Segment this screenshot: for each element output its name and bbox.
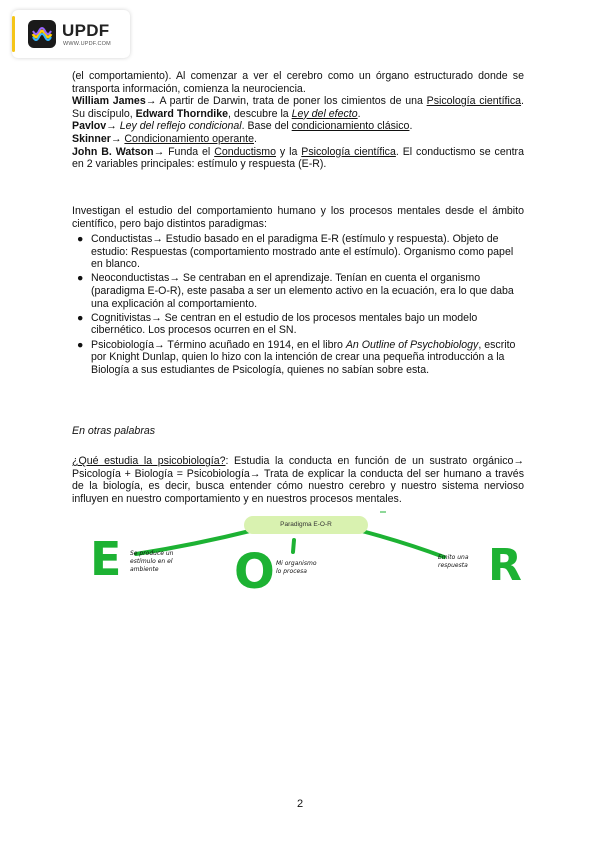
skinner-name: Skinner [72, 132, 111, 145]
paradigms-list [72, 233, 524, 378]
list-item-psicobiologia [72, 339, 524, 377]
letter-e: E [90, 532, 122, 586]
bullet-title: Cognitivistas [91, 311, 152, 324]
watson-text1: Funda el [164, 145, 215, 158]
list-item-cognitivistas [72, 312, 524, 337]
watson-psicologia-link: Psicología científica [301, 145, 396, 158]
letter-r: R [488, 540, 522, 591]
book-title: An Outline of Psychobiology [345, 338, 479, 351]
watson-arrow: → [153, 145, 165, 158]
james-end: . [357, 107, 361, 120]
r-note: Emito una respuesta [438, 554, 469, 569]
pavlov-end: . [409, 120, 413, 133]
skinner-arrow: → [110, 132, 125, 145]
james-arrow: → [145, 95, 157, 108]
bullet-text2: , escrito por Knight Dunlap, quien lo hizo con la intención de crear una pequeña introducción a la Biología a sus estudiantes de Psicología, quienes no sabían sobre esta. [91, 338, 516, 376]
bullet-arrow: → [169, 272, 183, 285]
pavlov-paragraph [72, 120, 524, 133]
james-text2: . Su discípulo, [72, 95, 524, 120]
watson-text2: y la [276, 145, 302, 158]
bullet-arrow: → [154, 338, 168, 351]
pavlov-text1: . Base del [241, 120, 292, 133]
list-item-neoconductistas [72, 272, 524, 310]
page-number: 2 [296, 798, 304, 810]
bullet-text: Se centraban en el aprendizaje. Tenían en cuenta el organismo (paradigma E-O-R), este pasaba a ser un elemento activo en la ecuación, era lo que daba una explicación al comportamiento. [91, 272, 514, 310]
pavlov-law: Ley del reflejo condicional [119, 120, 242, 133]
bullet-arrow: → [152, 233, 166, 245]
bullet-text: Estudio basado en el paradigma E-R (estímulo y respuesta). Objeto de estudio: Respuestas (comportamiento mostrado ante el estímulo). Organismo como papel en blanco. [91, 233, 514, 271]
watson-paragraph [72, 146, 524, 171]
watson-text3: . El conductismo se centra en 2 variables principales: estímulo y respuesta (E-R). [72, 145, 524, 171]
skinner-end: . [253, 132, 257, 145]
bullet-icon: ● [77, 233, 84, 245]
que-estudia-paragraph [72, 455, 524, 505]
updf-logo [12, 10, 130, 58]
bullet-icon: ● [77, 311, 84, 324]
otras-palabras-heading: En otras palabras [72, 425, 156, 437]
condicionamiento-clasico-link: condicionamiento clásico [291, 120, 410, 133]
updf-logo-icon [28, 20, 56, 48]
list-item-conductistas [72, 233, 524, 271]
bullet-title: Psicobiología [91, 338, 155, 351]
watson-name: John B. Watson [72, 145, 154, 158]
james-paragraph [72, 95, 524, 120]
conductismo-link: Conductismo [214, 145, 277, 158]
pavlov-name: Pavlov [72, 120, 107, 133]
letter-o: O [234, 544, 275, 600]
james-link-psicologia: Psicología científica [426, 95, 522, 108]
condicionamiento-operante-link: Condicionamiento operante [124, 132, 254, 145]
bullet-text: Se centran en el estudio de los procesos mentales bajo un modelo cibernético. Los procesos ocurren en el SN. [91, 311, 478, 337]
que-estudia-text: : Estudia la conducta en función de un sustrato orgánico→ Psicología + Biología = Psicobiología→ Trata de explicar la conducta del ser humano a través de la biología, es decir, busca entender cómo nuestro cerebro y nuestro sistema nervioso influyen en nuestro comportamiento y en nuestros procesos mentales. [72, 455, 525, 505]
bullet-text: Término acuñado en 1914, en el libro [167, 338, 346, 351]
thorndike-name: Edward Thorndike [135, 107, 229, 120]
que-estudia-link: ¿Qué estudia la psicobiología? [72, 455, 226, 467]
james-text3: , descubre la [228, 107, 292, 120]
bullet-icon: ● [77, 338, 84, 351]
pavlov-arrow: → [106, 120, 120, 133]
bullet-icon: ● [77, 272, 84, 285]
logo-brand: UPDF [62, 21, 110, 40]
bullet-title: Neoconductistas [91, 272, 170, 285]
investigan-paragraph: Investigan el estudio del comportamiento humano y los procesos mentales desde el ámbito científico, pero bajo distintos paradigmas: [72, 205, 524, 230]
e-note: Se produce un estímulo en el ambiente [130, 550, 174, 573]
intro-paragraph: (el comportamiento). Al comenzar a ver el cerebro como un órgano estructurado donde se transporta información, comienza la neurociencia. [72, 70, 524, 95]
james-name: William James [72, 95, 146, 108]
history-block [72, 70, 524, 171]
bullet-arrow: → [151, 311, 165, 324]
james-text1: A partir de Darwin, trata de poner los cimientos de una [156, 95, 427, 108]
o-note: Mi organismo lo procesa [276, 560, 317, 575]
eor-diagram [84, 510, 526, 602]
paradigma-pill: Paradigma E-O-R [244, 516, 368, 534]
logo-url: WWW.UPDF.COM [63, 41, 111, 47]
ley-efecto-link: Ley del efecto [291, 107, 358, 120]
skinner-paragraph [72, 133, 524, 146]
bullet-title: Conductistas [91, 233, 153, 245]
logo-stripe [12, 16, 15, 52]
